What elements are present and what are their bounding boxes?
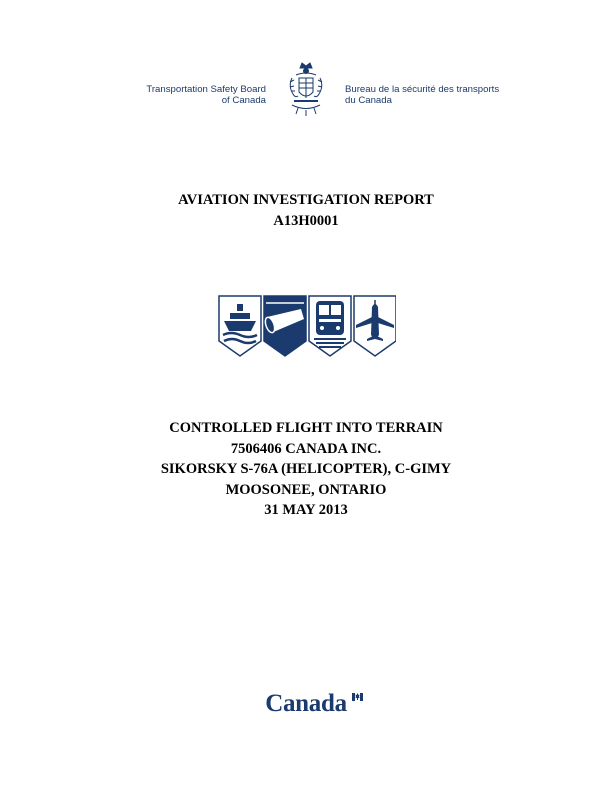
- tsb-french-name-line1: Bureau de la sécurité des transports: [345, 84, 500, 95]
- airplane-icon: [354, 296, 396, 356]
- pipeline-icon: [264, 296, 306, 356]
- tsb-english-name: [146, 84, 266, 106]
- occurrence-details: [0, 418, 612, 521]
- tsb-english-name-line1: Transportation Safety Board: [146, 84, 266, 95]
- train-icon: [309, 296, 351, 356]
- maple-flag-icon: [352, 692, 363, 702]
- tsb-french-name-line2: du Canada: [345, 95, 392, 106]
- report-number: A13H0001: [273, 213, 339, 229]
- report-type-title: AVIATION INVESTIGATION REPORT: [178, 192, 434, 208]
- occurrence-operator: 7506406 CANADA INC.: [230, 440, 382, 457]
- tsb-french-name: [345, 84, 499, 106]
- ship-icon: [219, 296, 261, 356]
- canada-wordmark-text: Canada: [265, 690, 347, 717]
- coat-of-arms-icon: [284, 60, 328, 118]
- occurrence-aircraft: SIKORSKY S-76A (HELICOPTER), C-GIMY: [160, 461, 452, 478]
- canada-wordmark: [0, 690, 612, 718]
- tsb-english-name-line2: of Canada: [221, 95, 266, 106]
- occurrence-title: CONTROLLED FLIGHT INTO TERRAIN: [169, 420, 443, 436]
- occurrence-date: 31 MAY 2013: [264, 502, 348, 519]
- occurrence-location: MOOSONEE, ONTARIO: [225, 481, 387, 498]
- transport-modes-emblem: [218, 295, 396, 357]
